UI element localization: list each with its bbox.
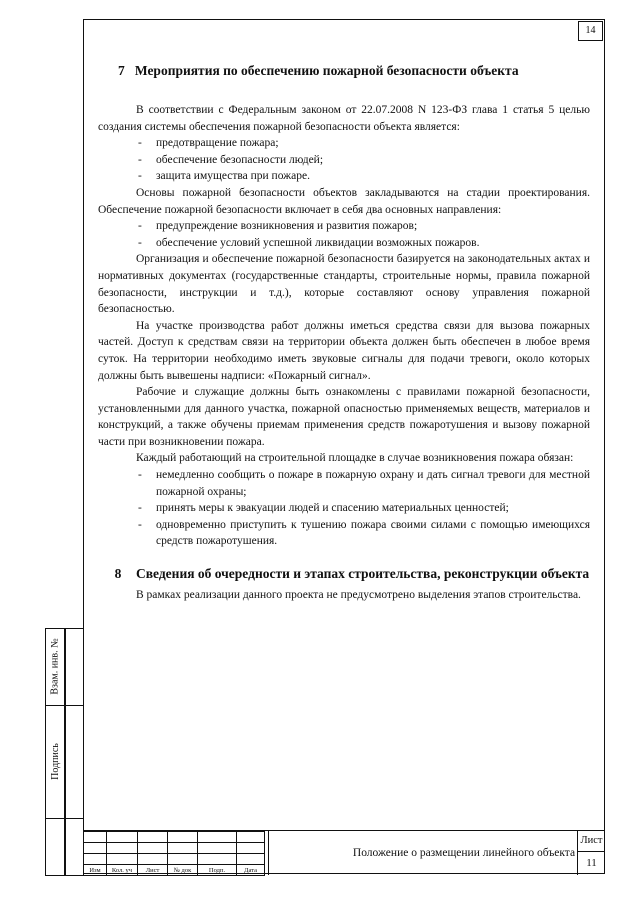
paragraph: Каждый работающий на строительной площадке в случае возникновения пожара обязан: (136, 452, 574, 465)
list-item: - одновременно приступить к тушению пожара своими силами с помощью имеющихся средств пожаротушения. (138, 518, 590, 548)
list-item: - обеспечение условий успешной ликвидации возможных пожаров. (138, 236, 480, 249)
revision-table (83, 831, 265, 876)
paragraph: Рабочие и служащие должны быть ознакомлены с правилами пожарной безопасности, установленными для данного участка, пожарной опасностью применяемых веществ, материалов и конструкций, а также обучены приемам применения средств пожаротушения и вызову пожарной части при возникновении пожара. (98, 386, 590, 448)
list-item: - предотвращение пожара; (138, 137, 279, 150)
list-item: - принять меры к эвакуации людей и спасению материальных ценностей; (138, 502, 509, 515)
column-header: Подп. (198, 865, 237, 876)
bullet-list (98, 218, 590, 251)
bullet-list (98, 135, 590, 185)
side-stamp-divider (45, 818, 84, 819)
column-header: Изм (84, 865, 107, 876)
page-number-box: 14 (578, 21, 603, 41)
section-8-heading (98, 564, 590, 583)
section-title: Сведения об очередности и этапах строительства, реконструкции объекта (136, 566, 590, 582)
column-header: Кол. уч (107, 865, 138, 876)
paragraph: На участке производства работ должны иметься средства связи для вызова пожарных частей. Доступ к средствам связи на территории объекта должен быть обеспечен в любое время суток. На территории необходимо иметь звуковые сигналы для подачи тревоги, около которых должны быть вывешены надписи: «Пожарный сигнал». (98, 319, 590, 382)
section-7-heading (98, 62, 590, 80)
bullet-list (98, 467, 590, 550)
section-title: Мероприятия по обеспечению пожарной безопасности объекта (134, 63, 519, 78)
paragraph: Организация и обеспечение пожарной безопасности базируется на законодательных актах и нормативных документах (государственные стандарты, строительные нормы, правила пожарной безопасности, инструкции и т.д.), которые составляют основу управления пожарной безопасностью. (98, 253, 590, 316)
list-item: - обеспечение безопасности людей; (138, 153, 324, 166)
column-header: Лист (138, 865, 168, 876)
document-body (98, 62, 590, 604)
side-stamp-value-column (65, 628, 84, 876)
list-item: - немедленно сообщить о пожаре в пожарную охрану и дать сигнал тревоги для местной пожарной охраны; (138, 469, 590, 498)
list-item: - предупреждение возникновения и развития пожаров; (138, 220, 418, 233)
column-header: № док (168, 865, 198, 876)
paragraph: В соответствии с Федеральным законом от 22.07.2008 N 123-ФЗ глава 1 статья 5 целью создания системы обеспечения пожарной безопасности объекта является: (98, 104, 590, 133)
sheet-number: 11 (577, 851, 605, 875)
title-block (83, 830, 605, 875)
section-number: 7 (118, 63, 125, 78)
document-title: Положение о размещении линейного объекта (268, 831, 631, 875)
section-number: 8 (114, 566, 122, 582)
list-item: - защита имущества при пожаре. (138, 170, 310, 183)
paragraph: В рамках реализации данного проекта не предусмотрено выделения этапов строительства. (136, 589, 581, 602)
side-stamp-field-replacement: Взам. инв. № (49, 638, 61, 695)
paragraph: Основы пожарной безопасности объектов закладываются на стадии проектирования. Обеспечение пожарной безопасности включает в себя два основных направления: (98, 186, 590, 216)
column-header: Дата (237, 865, 265, 876)
side-stamp-field-signature: Подпись (49, 743, 61, 780)
sheet-label: Лист (577, 831, 605, 852)
